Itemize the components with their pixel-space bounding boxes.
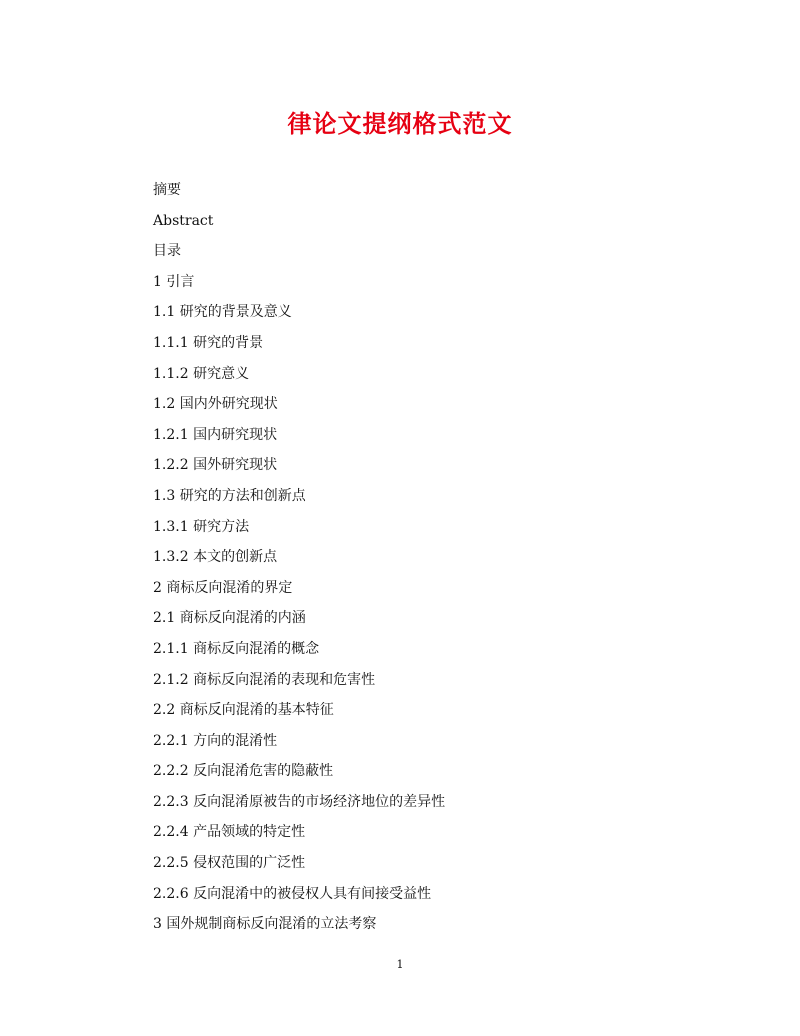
- toc-entry: 1.2.2 国外研究现状: [153, 457, 278, 474]
- toc-entry: 2.2.4 产品领域的特定性: [153, 824, 306, 841]
- toc-entry: 1.1.1 研究的背景: [153, 334, 264, 351]
- toc-entry: 2.1.1 商标反向混淆的概念: [153, 640, 320, 657]
- toc-entry: 2.1 商标反向混淆的内涵: [153, 610, 306, 627]
- toc-entry: 3 国外规制商标反向混淆的立法考察: [153, 916, 377, 933]
- toc-entry: 2 商标反向混淆的界定: [153, 579, 293, 596]
- toc-entry: 2.2.2 反向混淆危害的隐蔽性: [153, 763, 334, 780]
- toc-entry: 2.2.3 反向混淆原被告的市场经济地位的差异性: [153, 793, 446, 810]
- toc-entry: 摘要: [153, 182, 181, 198]
- toc-entry: 1.1.2 研究意义: [153, 365, 250, 382]
- toc-entry: 1 引言: [153, 273, 195, 290]
- toc-entry: 2.2.5 侵权范围的广泛性: [153, 855, 306, 872]
- document-title: 律论文提纲格式范文: [287, 109, 513, 138]
- toc-entry: 1.2.1 国内研究现状: [153, 426, 278, 443]
- toc-entry: 1.3.2 本文的创新点: [153, 549, 278, 566]
- toc-entry: 2.1.2 商标反向混淆的表现和危害性: [153, 671, 376, 688]
- toc-entry: 2.2 商标反向混淆的基本特征: [153, 702, 334, 719]
- toc-entry: 目录: [153, 243, 181, 260]
- table-of-contents: [153, 175, 713, 940]
- toc-entry: 2.2.6 反向混淆中的被侵权人具有间接受益性: [153, 885, 432, 902]
- toc-entry: 1.1 研究的背景及意义: [153, 304, 292, 321]
- toc-entry: 1.2 国内外研究现状: [153, 396, 278, 413]
- toc-entry: 2.2.1 方向的混淆性: [153, 732, 278, 749]
- toc-entry: 1.3 研究的方法和创新点: [153, 487, 306, 504]
- page-number: 1: [396, 958, 404, 971]
- toc-entry: Abstract: [153, 212, 214, 229]
- toc-entry: 1.3.1 研究方法: [153, 518, 250, 535]
